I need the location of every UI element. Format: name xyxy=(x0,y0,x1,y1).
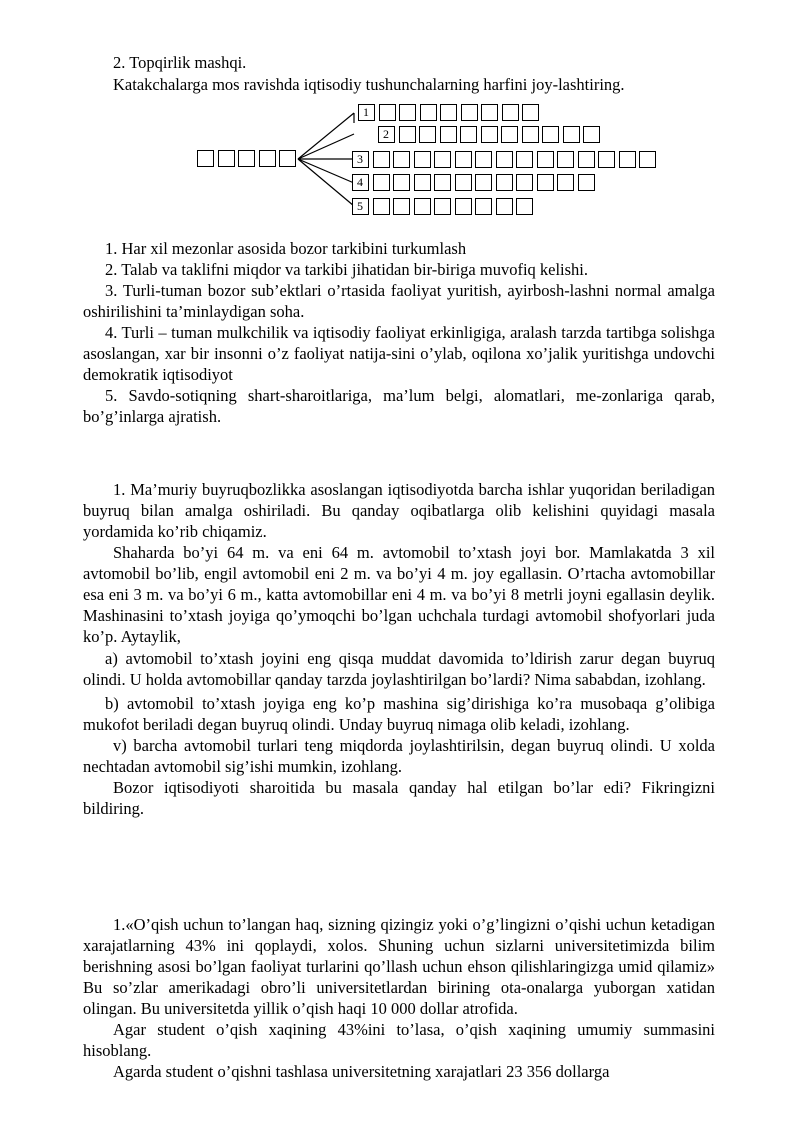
crossword-row-2-cell[interactable] xyxy=(542,126,559,143)
crossword-row-number: 3 xyxy=(357,152,363,166)
crossword-row-4-cell[interactable] xyxy=(455,174,472,191)
crossword-row-2-cell[interactable] xyxy=(419,126,436,143)
crossword-row-2-cell[interactable] xyxy=(440,126,457,143)
crossword-clues xyxy=(83,238,715,427)
crossword-row-5-cell[interactable] xyxy=(434,198,451,215)
crossword-row-5-cell[interactable] xyxy=(414,198,431,215)
crossword-row-number: 1 xyxy=(363,105,369,119)
crossword-row-1-cell[interactable] xyxy=(440,104,457,121)
crossword-row-4-cell[interactable] xyxy=(516,174,533,191)
crossword-row-4-cell[interactable] xyxy=(475,174,492,191)
crossword-row-1-cell[interactable] xyxy=(399,104,416,121)
crossword-row-3-cell[interactable] xyxy=(434,151,451,168)
crossword-row-5-cell[interactable] xyxy=(516,198,533,215)
crossword-row-2-cell[interactable] xyxy=(563,126,580,143)
crossword-row-2-cell[interactable] xyxy=(501,126,518,143)
question-a: a) avtomobil to’xtash joyini eng qisqa muddat davomida to’ldirish zarur degan buyruq olindi. U holda avtomobillar qanday tarzda joylashtirilgan bo’lardi? Nima sababdan, izohlang. xyxy=(83,649,715,689)
crossword-row-4-cell[interactable] xyxy=(434,174,451,191)
question-v: v) barcha avtomobil turlari teng miqdorda joylashtirilsin, degan buyruq olindi. U xolda nechtadan avtomobil sig’ishi mumkin, izohlang. xyxy=(83,736,715,776)
crossword-row-number: 2 xyxy=(383,127,389,141)
crossword-row-1-cell[interactable] xyxy=(522,104,539,121)
crossword-row-4-cell[interactable] xyxy=(496,174,513,191)
crossword-row-3-cell[interactable] xyxy=(414,151,431,168)
problem-setup: Shaharda bo’yi 64 m. va eni 64 m. avtomobil to’xtash joyi bor. Mamlakatda 3 xil avtomobil bo’lib, engil avtomobil eni 2 m. va bo’yi 4 m. joy egallasin. O’rtacha avtomobillar esa eni 3 m. va bo’yi 6 m., katta avtomobillar eni 4 m. va bo’yi 8 metrli joyni egallasin deylik. Mashinasini to’xtash joyiga qo’ymoqchi bo’lgan uchchala turdagi avtomobil shofyorlari juda ko’p. Aytaylik, xyxy=(83,543,715,646)
problem-parking xyxy=(83,479,715,819)
crossword-row-2-cell[interactable] xyxy=(399,126,416,143)
crossword-row-4-cell[interactable] xyxy=(373,174,390,191)
crossword-row-5-cell[interactable] xyxy=(455,198,472,215)
crossword-row-4-cell[interactable] xyxy=(578,174,595,191)
crossword-row-3-cell[interactable] xyxy=(557,151,574,168)
crossword-row-2-cell[interactable] xyxy=(522,126,539,143)
crossword-row-5-cell[interactable] xyxy=(496,198,513,215)
exercise-title: 2. Topqirlik mashqi. xyxy=(113,53,247,72)
tuition-task-1: Agar student o’qish xaqining 43%ini to’lasa, o’qish xaqining umumiy summasini hisoblang. xyxy=(83,1020,715,1060)
question-b: b) avtomobil to’xtash joyiga eng ko’p mashina sig’dirishiga ko’ra musobaqa g’olibiga mukofot beriladi degan buyruq olindi. Unday buyruq nimaga olib keladi, izohlang. xyxy=(83,694,715,734)
clue-1: 1. Har xil mezonlar asosida bozor tarkibini turkumlash xyxy=(105,239,467,258)
main-word-cell[interactable] xyxy=(197,150,214,167)
crossword-row-4-cell[interactable] xyxy=(414,174,431,191)
crossword-row-3-cell[interactable] xyxy=(455,151,472,168)
crossword-row-number: 5 xyxy=(357,199,363,213)
crossword-row-1-cell[interactable] xyxy=(481,104,498,121)
crossword-row-1-cell[interactable] xyxy=(420,104,437,121)
crossword-row-1-cell[interactable] xyxy=(379,104,396,121)
crossword-row-2-cell[interactable] xyxy=(460,126,477,143)
exercise-instruction: Katakchalarga mos ravishda iqtisodiy tushunchalarning harfini joy-lashtiring. xyxy=(113,75,625,94)
main-word-cell[interactable] xyxy=(218,150,235,167)
clue-5: 5. Savdo-sotiqning shart-sharoitlariga, ma’lum belgi, alomatlari, me-zonlariga qarab, bo’g’inlarga ajratish. xyxy=(83,386,715,426)
crossword-row-3-cell[interactable] xyxy=(393,151,410,168)
crossword-row-number: 4 xyxy=(357,175,363,189)
crossword-row-5-cell[interactable] xyxy=(373,198,390,215)
clue-4: 4. Turli – tuman mulkchilik va iqtisodiy faoliyat erkinligiga, aralash tarzda tartibga solishga asoslangan, xar bir insonni o’z faoliyat natija-sini o’ylab, oqilona xo’jalik yuritishga undovchi demokratik iqtisodiyot xyxy=(83,323,715,384)
problem-intro: 1. Ma’muriy buyruqbozlikka asoslangan iqtisodiyotda barcha ishlar yuqoridan beriladigan buyruq bilan amalga oshiriladi. Bu qanday oqibatlarga olib kelishini quyidagi masala yordamida ko’rib chiqamiz. xyxy=(83,480,715,541)
crossword-row-2-cell[interactable] xyxy=(583,126,600,143)
clue-2: 2. Talab va taklifni miqdor va tarkibi jihatidan bir-biriga muvofiq kelishi. xyxy=(105,260,589,279)
crossword-diagram xyxy=(0,0,800,230)
crossword-row-3-cell[interactable] xyxy=(496,151,513,168)
crossword-row-5-cell[interactable] xyxy=(393,198,410,215)
crossword-row-3-cell[interactable] xyxy=(537,151,554,168)
tuition-task-2: Agarda student o’qishni tashlasa universitetning xarajatlari 23 356 dollarga xyxy=(113,1062,610,1081)
crossword-row-2-cell[interactable] xyxy=(481,126,498,143)
clue-3: 3. Turli-tuman bozor sub’ektlari o’rtasida faoliyat yuritish, ayirbosh-lashni normal amalga oshirilishini ta’minlaydigan soha. xyxy=(83,281,715,321)
crossword-row-3-cell[interactable] xyxy=(619,151,636,168)
main-word-cell[interactable] xyxy=(259,150,276,167)
crossword-row-3-cell[interactable] xyxy=(373,151,390,168)
crossword-row-4-cell[interactable] xyxy=(537,174,554,191)
crossword-row-3-cell[interactable] xyxy=(578,151,595,168)
crossword-row-3-cell[interactable] xyxy=(475,151,492,168)
main-word-cell[interactable] xyxy=(238,150,255,167)
crossword-row-3-cell[interactable] xyxy=(639,151,656,168)
problem-tuition xyxy=(83,914,715,1082)
crossword-row-3-cell[interactable] xyxy=(516,151,533,168)
main-word-cell[interactable] xyxy=(279,150,296,167)
crossword-row-1-cell[interactable] xyxy=(502,104,519,121)
crossword-row-1-cell[interactable] xyxy=(461,104,478,121)
crossword-row-5-cell[interactable] xyxy=(475,198,492,215)
question-market: Bozor iqtisodiyoti sharoitida bu masala qanday hal etilgan bo’lar edi? Fikringizni bildiring. xyxy=(83,778,715,818)
crossword-row-4-cell[interactable] xyxy=(557,174,574,191)
crossword-row-3-cell[interactable] xyxy=(598,151,615,168)
crossword-row-4-cell[interactable] xyxy=(393,174,410,191)
tuition-quote: 1.«O’qish uchun to’langan haq, sizning qizingiz yoki o’g’lingizni o’qishi uchun ketadigan xarajatlarning 43% ini qoplaydi, xolos. Shuning uchun sizlarni universitetimizda bilim berishning asosi bo’lgan faoliyat turlarini qo’llash uchun ehson qilishlaringizga umid qilamiz» Bu so’zlar amerikadagi obro’li universitetlardan birining ota-onalarga yuborgan xatidan olingan. Bu universitetda yillik o’qish haqi 10 000 dollar atrofida. xyxy=(83,915,715,1018)
